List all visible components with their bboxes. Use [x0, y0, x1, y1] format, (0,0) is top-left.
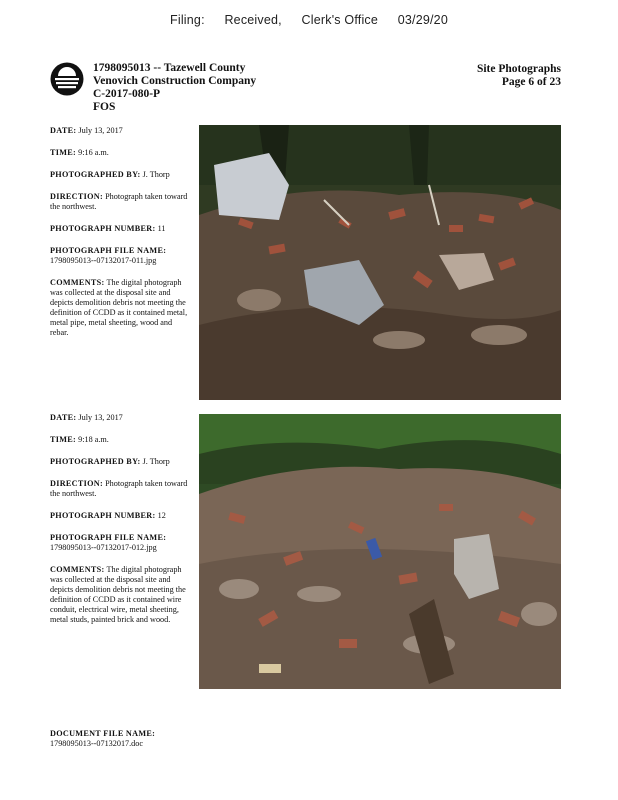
stamp-filing: Filing: [170, 13, 205, 27]
photo-number-row [50, 224, 192, 234]
date-row [50, 126, 192, 136]
time-value: 9:16 a.m. [78, 148, 109, 157]
file-name-label: PHOTOGRAPH FILE NAME: [50, 246, 167, 255]
document-header [93, 62, 256, 114]
file-name-value: 1798095013--07132017-012.jpg [50, 543, 157, 552]
comments-value: The digital photograph was collected at the disposal site and depicts demolition debris not meeting the definition of CCDD as it contained metal, metal pipe, metal sheeting, wood and rebar. [50, 278, 188, 337]
direction-row [50, 192, 192, 212]
direction-row [50, 479, 192, 499]
photographer-row [50, 457, 192, 467]
filing-stamp [0, 13, 618, 27]
time-value: 9:18 a.m. [78, 435, 109, 444]
header-case-number: C-2017-080-P [93, 88, 161, 100]
direction-value: Photograph taken toward the northwest. [50, 192, 188, 211]
direction-value: Photograph taken toward the northwest. [50, 479, 188, 498]
comments-value: The digital photograph was collected at the disposal site and depicts demolition debris not meeting the definition of CCDD as it contained wire conduit, electrical wire, metal sheeting, metal studs, painted brick and wood. [50, 565, 186, 624]
photographer-value: J. Thorp [142, 170, 170, 179]
stamp-clerk-office: Clerk's Office [301, 13, 379, 27]
comments-row [50, 278, 192, 338]
stamp-date: 03/29/20 [397, 13, 448, 27]
time-row [50, 435, 192, 445]
agency-logo-icon [50, 62, 84, 96]
file-name-value: 1798095013--07132017-011.jpg [50, 256, 157, 265]
file-name-label: PHOTOGRAPH FILE NAME: [50, 533, 167, 542]
photo-number-value: 11 [157, 224, 166, 233]
direction-label: DIRECTION: [50, 479, 104, 488]
date-label: DATE: [50, 126, 77, 135]
photographer-label: PHOTOGRAPHED BY: [50, 170, 141, 179]
comments-label: COMMENTS: [50, 565, 105, 574]
site-photograph [199, 414, 561, 689]
date-value: July 13, 2017 [78, 126, 123, 135]
file-name-row [50, 246, 192, 266]
photo-number-value: 12 [157, 511, 166, 520]
section-title: Site Photographs [476, 63, 561, 75]
date-row [50, 413, 192, 423]
photo-number-row [50, 511, 192, 521]
site-photograph [199, 125, 561, 400]
file-name-row [50, 533, 192, 553]
photographer-row [50, 170, 192, 180]
date-value: July 13, 2017 [78, 413, 123, 422]
photo-info-block [50, 126, 192, 350]
document-file-name [50, 729, 155, 749]
comments-row [50, 565, 192, 625]
time-label: TIME: [50, 148, 77, 157]
direction-label: DIRECTION: [50, 192, 104, 201]
time-label: TIME: [50, 435, 77, 444]
header-company: Venovich Construction Company [93, 75, 257, 87]
photo-number-label: PHOTOGRAPH NUMBER: [50, 224, 156, 233]
photo-info-block [50, 413, 192, 637]
document-file-name-label: DOCUMENT FILE NAME: [50, 729, 156, 738]
document-file-name-value: 1798095013--07132017.doc [50, 739, 144, 748]
page-info [477, 63, 561, 89]
photographer-value: J. Thorp [142, 457, 170, 466]
time-row [50, 148, 192, 158]
photographer-label: PHOTOGRAPHED BY: [50, 457, 141, 466]
header-site-id: 1798095013 -- Tazewell County [93, 62, 246, 74]
photo-number-label: PHOTOGRAPH NUMBER: [50, 511, 156, 520]
stamp-received: Received, [224, 13, 282, 27]
comments-label: COMMENTS: [50, 278, 105, 287]
date-label: DATE: [50, 413, 77, 422]
page-number: Page 6 of 23 [501, 76, 561, 88]
header-code: FOS [93, 101, 116, 113]
